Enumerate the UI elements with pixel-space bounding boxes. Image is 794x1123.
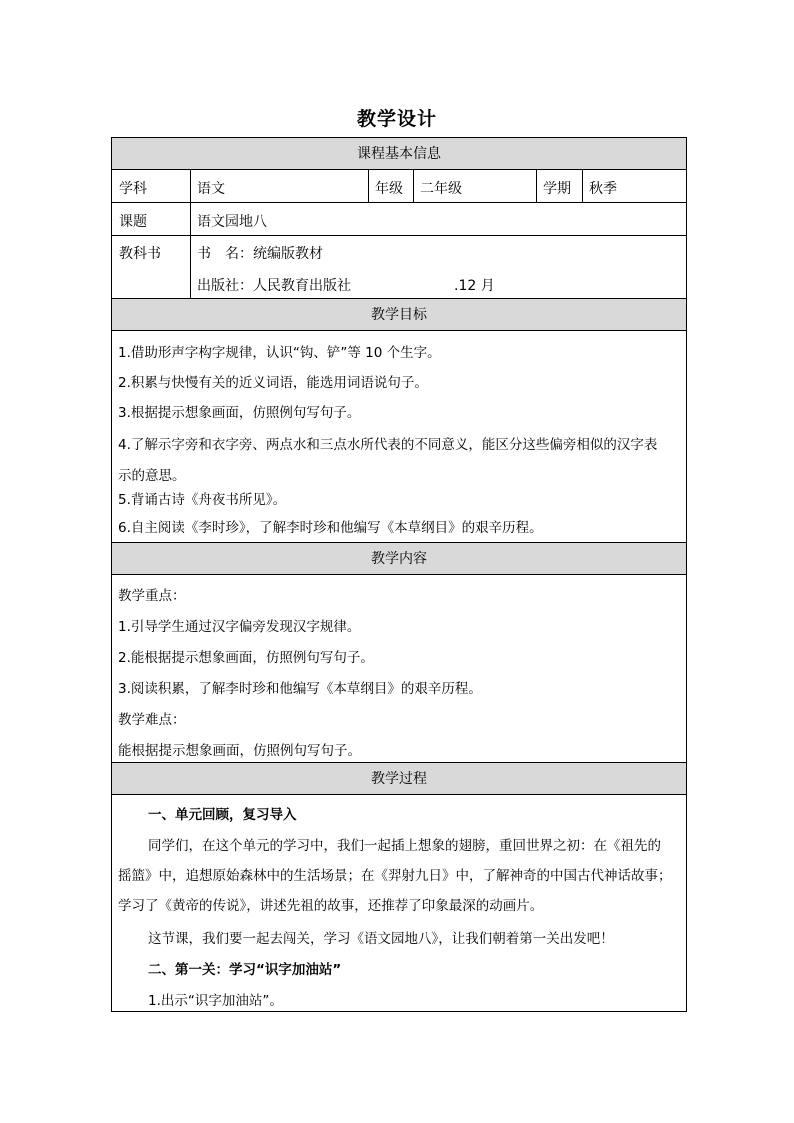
- goal-item: 2.积累与快慢有关的近义词语，能选用词语说句子。: [118, 375, 428, 391]
- column-divider: [413, 170, 414, 202]
- process-section-heading: 二、第一关：学习“识字加油站”: [148, 962, 342, 978]
- textbook-label: 教科书: [119, 246, 161, 262]
- textbook-name: 书 名：统编版教材: [197, 246, 323, 262]
- column-divider: [368, 170, 369, 202]
- process-header: 教学过程: [112, 762, 686, 795]
- row-divider: [112, 202, 686, 203]
- process-paragraph: 同学们，在这个单元的学习中，我们一起插上想象的翅膀，重回世界之初：在《祖先的: [148, 838, 661, 854]
- goal-item: 3.根据提示想象画面，仿照例句写句子。: [118, 405, 361, 421]
- column-divider: [190, 170, 191, 298]
- column-divider: [536, 170, 537, 202]
- goal-item: 5.背诵古诗《舟夜书所见》。: [118, 492, 287, 508]
- lesson-plan-table: [111, 137, 687, 1012]
- topic-label: 课题: [119, 214, 147, 230]
- textbook-publisher: 出版社：人民教育出版社: [197, 278, 351, 294]
- document-title: 教学设计: [356, 108, 437, 130]
- goals-header: 教学目标: [112, 298, 686, 331]
- column-divider: [582, 170, 583, 202]
- grade-label: 年级: [375, 181, 403, 197]
- row-divider: [112, 235, 686, 236]
- process-paragraph: 学习了《黄帝的传说》，讲述先祖的故事，还推荐了印象最深的动画片。: [118, 898, 544, 914]
- content-item: 教学难点：: [118, 712, 186, 728]
- goal-item: 4.了解示字旁和衣字旁、两点水和三点水所代表的不同意义，能区分这些偏旁相似的汉字表: [118, 437, 658, 453]
- content-item: 3.阅读积累，了解李时珍和他编写《本草纲目》的艰辛历程。: [118, 681, 482, 697]
- subject-label: 学科: [119, 181, 147, 197]
- content-item: 教学重点：: [118, 588, 186, 604]
- goal-item-continued: 示的意思。: [118, 468, 186, 484]
- goal-item: 6.自主阅读《李时珍》，了解李时珍和他编写《本草纲目》的艰辛历程。: [118, 520, 543, 536]
- subject-value: 语文: [197, 181, 225, 197]
- term-label: 学期: [543, 181, 571, 197]
- topic-value: 语文园地八: [197, 214, 267, 230]
- content-header: 教学内容: [112, 542, 686, 575]
- content-item: 2.能根据提示想象画面，仿照例句写句子。: [118, 650, 374, 666]
- content-item: 能根据提示想象画面，仿照例句写句子。: [118, 743, 361, 759]
- process-section-heading: 一、单元回顾，复习导入: [148, 807, 297, 823]
- grade-value: 二年级: [420, 181, 462, 197]
- goal-item: 1.借助形声字构字规律，认识“钩、铲”等 10 个生字。: [118, 345, 441, 361]
- content-item: 1.引导学生通过汉字偏旁发现汉字规律。: [118, 619, 361, 635]
- basic-info-header: 课程基本信息: [112, 138, 686, 170]
- process-paragraph: 这节课，我们要一起去闯关，学习《语文园地八》，让我们朝着第一关出发吧！: [148, 931, 614, 947]
- term-value: 秋季: [589, 181, 617, 197]
- textbook-publish-date: .12 月: [454, 278, 495, 294]
- process-paragraph: 摇篮》中，追想原始森林中的生活场景；在《羿射九日》中，了解神奇的中国古代神话故事；: [118, 868, 672, 884]
- process-paragraph: 1.出示“识字加油站”。: [148, 993, 283, 1009]
